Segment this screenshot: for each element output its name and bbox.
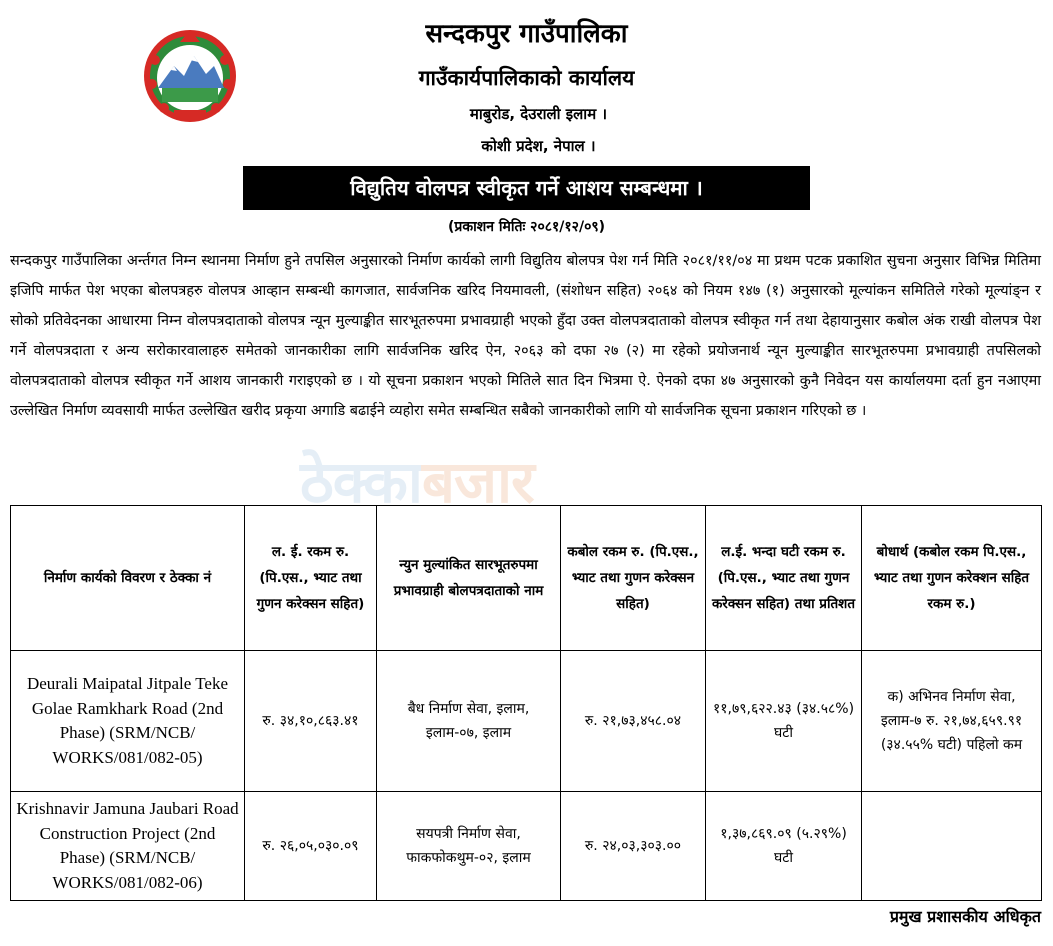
cell-estimate: रु. २६,०५,०३०.०९ — [245, 792, 377, 901]
bid-table — [10, 505, 1042, 901]
cell-bidder: बैध निर्माण सेवा, इलाम, इलाम-०७, इलाम — [377, 651, 561, 792]
notice-title: विद्युतिय वोलपत्र स्वीकृत गर्ने आशय सम्बन्धमा । — [350, 176, 703, 200]
watermark-part-1: ठेक्का — [300, 450, 422, 515]
notice-title-banner — [243, 166, 810, 210]
notice-body: सन्दकपुर गाउँपालिका अर्न्तगत निम्न स्थानमा निर्माण हुने तपसिल अनुसारको निर्माण कार्यको लागी विद्युतिय बोलपत्र पेश गर्न मिति २०८१/११/०४ मा प्रथम पटक प्रकाशित सुचना अनुसार विभिन्न मितिमा इजिपि मार्फत पेश भएका बोलपत्रहरु वोलपत्र आव्हान सम्बन्धी कागजात, सार्वजनिक खरिद नियमावली, (संशोधन सहित) २०६४ को नियम १४७ (१) अनुसारको मूल्यांकन समितिले गरेको मूल्यांङ्न र सोको प्रतिवेदनका आधारमा निम्न वोलपत्रदाताको वोलपत्र न्यून मुल्याङ्कीत सारभूतरुपमा प्रभावग्राही भएको हुँदा उक्त वोलपत्रदाताको वोलपत्र स्वीकृत गर्न तथा देहायानुसार कबोल अंक राखी वोलपत्र पेश गर्ने वोलपत्रदाता र अन्य सरोकारवालाहरु समेतको जानकारीका लागि सार्वजनिक खरिद ऐन, २०६३ को दफा २७ (२) मा रहेको प्रयोजनार्थ न्यून मुल्याङ्कीत सारभूतरुपमा प्रभावग्राही तपसिलको वोलपत्रदाताको वोलपत्र स्वीकृत गर्ने आशय जानकारी गराइएको छ । यो सूचना प्रकाशन भएको मितिले सात दिन भित्रमा ऐ. ऐनको दफा ४७ अनुसारको कुनै निवेदन यस कार्यालयमा दर्ता हुन नआएमा उल्लेखित निर्माण व्यवसायी मार्फत उल्लेखित खरीद प्रकृया अगाडि बढाईने व्यहोरा समेत सम्बन्धित सबैको जानकारीको लागि यो सार्वजनिक सूचना प्रकाशन गरिएको छ । — [10, 253, 1041, 419]
cell-less-amount: ११,७९,६२२.४३ (३४.५८%) घटी — [706, 651, 862, 792]
cell-reference: क) अभिनव निर्माण सेवा, इलाम-७ रु. २१,७४,६५९.९१ (३४.५५% घटी) पहिलो कम — [862, 651, 1042, 792]
cell-bid-amount: रु. २१,७३,४५८.०४ — [561, 651, 706, 792]
address-line-2: कोशी प्रदेश, नेपाल । — [481, 137, 596, 155]
header-less-amount: ल.ई. भन्दा घटी रकम रु. (पि.एस., भ्याट तथा गुणन करेक्सन सहित) तथा प्रतिशत — [706, 506, 862, 651]
header-bid-amount: कबोल रकम रु. (पि.एस., भ्याट तथा गुणन करेक्सन सहित) — [561, 506, 706, 651]
table-header-row — [11, 506, 1042, 651]
cell-work: Deurali Maipatal Jitpale Teke Golae Ramkhark Road (2nd Phase) (SRM/NCB/ WORKS/081/082-05) — [11, 651, 245, 792]
header-work-description: निर्माण कार्यको विवरण र ठेक्का नं — [11, 506, 245, 651]
signatory: प्रमुख प्रशासकीय अधिकृत — [889, 907, 1041, 926]
office-name: सन्दकपुर गाउँपालिका — [425, 19, 628, 49]
header-bidder: न्युन मुल्यांकित सारभूतरुपमा प्रभावग्राही बोलपत्रदाताको नाम — [377, 506, 561, 651]
cell-work: Krishnavir Jamuna Jaubari Road Construction Project (2nd Phase) (SRM/NCB/ WORKS/081/082-06) — [11, 792, 245, 901]
address-line-1: माबुरोड, देउराली इलाम । — [469, 105, 608, 123]
publish-date: (प्रकाशन मितिः २०८१/१२/०९) — [447, 219, 606, 235]
office-subtitle: गाउँकार्यपालिकाको कार्यालय — [418, 66, 635, 90]
cell-bidder: सयपत्री निर्माण सेवा, फाकफोकथुम-०२, इलाम — [377, 792, 561, 901]
cell-less-amount: १,३७,८६९.०९ (५.२९%) घटी — [706, 792, 862, 901]
table-row — [11, 651, 1042, 792]
watermark-part-2: बजार — [421, 450, 534, 515]
header-estimate: ल. ई. रकम रु. (पि.एस., भ्याट तथा गुणन करेक्सन सहित) — [245, 506, 377, 651]
cell-estimate: रु. ३४,१०,८६३.४१ — [245, 651, 377, 792]
header-reference: बोधार्थ (कबोल रकम पि.एस., भ्याट तथा गुणन करेक्शन सहित रकम रु.) — [862, 506, 1042, 651]
cell-reference — [862, 792, 1042, 901]
cell-bid-amount: रु. २४,०३,३०३.०० — [561, 792, 706, 901]
table-row — [11, 792, 1042, 901]
